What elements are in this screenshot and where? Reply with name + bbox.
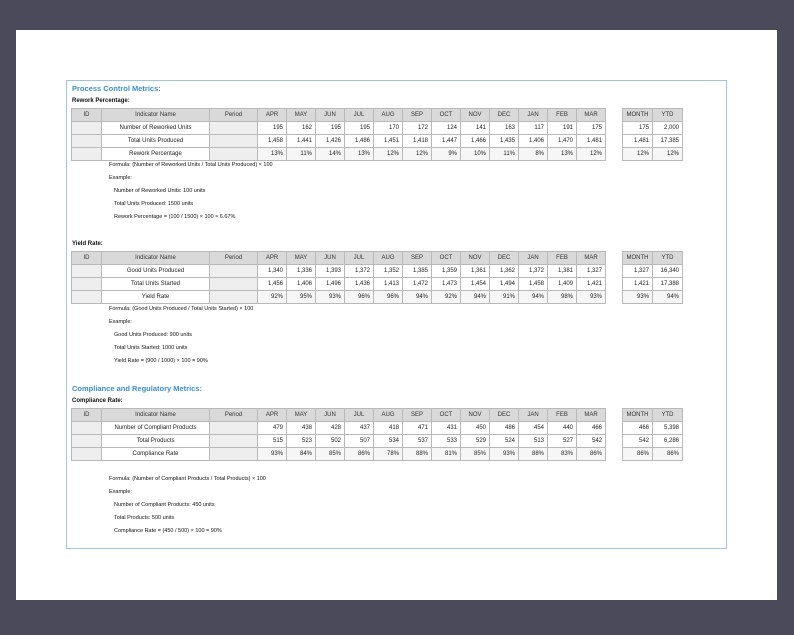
value-cell: 13%: [258, 148, 287, 161]
value-cell: 195: [316, 122, 345, 135]
value-cell: 96%: [374, 291, 403, 304]
value-cell: 1,470: [548, 135, 577, 148]
value-cell: 86%: [577, 448, 606, 461]
rework-summary-table: [622, 108, 683, 161]
value-cell: 534: [374, 435, 403, 448]
period-cell: [210, 422, 258, 435]
period-cell: [210, 135, 258, 148]
value-cell: 175: [577, 122, 606, 135]
indicator-name: Number of Reworked Units: [102, 122, 210, 135]
value-cell: 450: [461, 422, 490, 435]
value-cell: 195: [258, 122, 287, 135]
indicator-name: Total Units Started: [102, 278, 210, 291]
ytd-value: 6,286: [653, 435, 683, 448]
value-cell: 1,340: [258, 265, 287, 278]
value-cell: 466: [577, 422, 606, 435]
value-cell: 523: [287, 435, 316, 448]
value-cell: 533: [432, 435, 461, 448]
month-header-jan: JAN: [519, 252, 548, 265]
yield-summary-table: [622, 251, 683, 304]
period-cell: [210, 122, 258, 135]
month-header-dec: DEC: [490, 409, 519, 422]
id-header: ID: [72, 252, 102, 265]
value-cell: 191: [548, 122, 577, 135]
id-cell: [72, 435, 102, 448]
summary-row: [623, 265, 683, 278]
ytd-value: 86%: [653, 448, 683, 461]
value-cell: 1,466: [461, 135, 490, 148]
month-header-aug: AUG: [374, 409, 403, 422]
ytd-value: 5,398: [653, 422, 683, 435]
month-value: 1,327: [623, 265, 653, 278]
value-cell: 84%: [287, 448, 316, 461]
rework-table: [71, 108, 606, 161]
month-header-may: MAY: [287, 409, 316, 422]
value-cell: 163: [490, 122, 519, 135]
month-header-oct: OCT: [432, 252, 461, 265]
value-cell: 86%: [345, 448, 374, 461]
value-cell: 141: [461, 122, 490, 135]
summary-row: [623, 122, 683, 135]
indicator-name: Total Units Produced: [102, 135, 210, 148]
month-header-oct: OCT: [432, 109, 461, 122]
month-value: 86%: [623, 448, 653, 461]
example-label: Example:: [109, 175, 132, 181]
formula-note: Formula: (Number of Compliant Products / Total Products) × 100: [109, 476, 266, 482]
compliance-heading: Compliance and Regulatory Metrics:: [72, 384, 203, 393]
value-cell: 13%: [548, 148, 577, 161]
value-cell: 428: [316, 422, 345, 435]
value-cell: 486: [490, 422, 519, 435]
summary-row: [623, 278, 683, 291]
value-cell: 1,456: [258, 278, 287, 291]
summary-row: [623, 291, 683, 304]
value-cell: 1,447: [432, 135, 461, 148]
example-line: Total Units Produced: 1500 units: [114, 201, 194, 207]
indicator-name: Number of Compliant Products: [102, 422, 210, 435]
value-cell: 542: [577, 435, 606, 448]
rework-percentage-title: Rework Percentage:: [72, 98, 130, 104]
summary-header-row: [623, 252, 683, 265]
id-cell: [72, 448, 102, 461]
summary-row: [623, 135, 683, 148]
month-header-mar: MAR: [577, 109, 606, 122]
example-label: Example:: [109, 319, 132, 325]
id-cell: [72, 422, 102, 435]
value-cell: 418: [374, 422, 403, 435]
month-header-jun: JUN: [316, 409, 345, 422]
value-cell: 172: [403, 122, 432, 135]
example-line: Yield Rate = (900 / 1000) × 100 = 90%: [114, 358, 208, 364]
id-cell: [72, 122, 102, 135]
month-header-jul: JUL: [345, 109, 374, 122]
value-cell: 1,385: [403, 265, 432, 278]
indicator-name: Yield Rate: [102, 291, 210, 304]
compliance-summary-table: [622, 408, 683, 461]
example-line: Good Units Produced: 900 units: [114, 332, 192, 338]
summary-header-row: [623, 109, 683, 122]
value-cell: 471: [403, 422, 432, 435]
table-row: [72, 278, 606, 291]
table-header-row: [72, 109, 606, 122]
formula-note: Formula: (Number of Reworked Units / Total Units Produced) × 100: [109, 162, 273, 168]
value-cell: 1,406: [287, 278, 316, 291]
value-cell: 1,352: [374, 265, 403, 278]
value-cell: 195: [345, 122, 374, 135]
example-line: Compliance Rate = (450 / 500) × 100 = 90%: [114, 528, 222, 534]
value-cell: 12%: [403, 148, 432, 161]
value-cell: 515: [258, 435, 287, 448]
table-header-row: [72, 252, 606, 265]
value-cell: 94%: [461, 291, 490, 304]
month-header-may: MAY: [287, 252, 316, 265]
value-cell: 93%: [316, 291, 345, 304]
value-cell: 1,361: [461, 265, 490, 278]
value-cell: 1,458: [258, 135, 287, 148]
period-header: Period: [210, 409, 258, 422]
table-header-row: [72, 409, 606, 422]
process-control-heading: Process Control Metrics:: [72, 84, 161, 93]
example-line: Number of Compliant Products: 450 units: [114, 502, 215, 508]
month-value: 466: [623, 422, 653, 435]
compliance-table: [71, 408, 606, 461]
value-cell: 170: [374, 122, 403, 135]
value-cell: 13%: [345, 148, 374, 161]
value-cell: 1,426: [316, 135, 345, 148]
value-cell: 94%: [519, 291, 548, 304]
value-cell: 91%: [490, 291, 519, 304]
month-header-jun: JUN: [316, 252, 345, 265]
value-cell: 1,458: [519, 278, 548, 291]
table-row: [72, 135, 606, 148]
example-line: Total Products: 500 units: [114, 515, 175, 521]
ytd-header: YTD: [653, 252, 683, 265]
value-cell: 81%: [432, 448, 461, 461]
value-cell: 92%: [258, 291, 287, 304]
value-cell: 1,441: [287, 135, 316, 148]
value-cell: 454: [519, 422, 548, 435]
ytd-value: 12%: [653, 148, 683, 161]
value-cell: 1,451: [374, 135, 403, 148]
summary-row: [623, 448, 683, 461]
value-cell: 96%: [345, 291, 374, 304]
value-cell: 513: [519, 435, 548, 448]
id-cell: [72, 148, 102, 161]
value-cell: 11%: [287, 148, 316, 161]
value-cell: 1,372: [519, 265, 548, 278]
value-cell: 1,362: [490, 265, 519, 278]
month-header-feb: FEB: [548, 109, 577, 122]
value-cell: 529: [461, 435, 490, 448]
value-cell: 1,473: [432, 278, 461, 291]
month-value: 1,481: [623, 135, 653, 148]
value-cell: 1,327: [577, 265, 606, 278]
indicator-header: Indicator Name: [102, 252, 210, 265]
id-cell: [72, 291, 102, 304]
month-header-sep: SEP: [403, 252, 432, 265]
value-cell: 1,435: [490, 135, 519, 148]
example-line: Rework Percentage = (100 / 1500) × 100 ≈ 6.67%: [114, 214, 236, 220]
table-row: [72, 265, 606, 278]
example-line: Number of Reworked Units: 100 units: [114, 188, 206, 194]
value-cell: 1,421: [577, 278, 606, 291]
value-cell: 1,436: [345, 278, 374, 291]
id-header: ID: [72, 409, 102, 422]
value-cell: 83%: [548, 448, 577, 461]
value-cell: 1,496: [316, 278, 345, 291]
month-header-sep: SEP: [403, 409, 432, 422]
period-header: Period: [210, 109, 258, 122]
value-cell: 98%: [548, 291, 577, 304]
value-cell: 95%: [287, 291, 316, 304]
ytd-value: 17,385: [653, 135, 683, 148]
value-cell: 438: [287, 422, 316, 435]
value-cell: 9%: [432, 148, 461, 161]
summary-header-row: [623, 409, 683, 422]
yield-rate-title: Yield Rate:: [72, 241, 103, 247]
yield-table: [71, 251, 606, 304]
compliance-rate-title: Compliance Rate:: [72, 398, 123, 404]
value-cell: 527: [548, 435, 577, 448]
summary-row: [623, 422, 683, 435]
value-cell: 1,472: [403, 278, 432, 291]
ytd-value: 17,388: [653, 278, 683, 291]
value-cell: 78%: [374, 448, 403, 461]
table-row: [72, 148, 606, 161]
table-row: [72, 435, 606, 448]
value-cell: 88%: [519, 448, 548, 461]
value-cell: 440: [548, 422, 577, 435]
value-cell: 92%: [432, 291, 461, 304]
id-cell: [72, 135, 102, 148]
ytd-header: YTD: [653, 409, 683, 422]
example-line: Total Units Started: 1000 units: [114, 345, 188, 351]
value-cell: 507: [345, 435, 374, 448]
indicator-name: Compliance Rate: [102, 448, 210, 461]
month-header-sep: SEP: [403, 109, 432, 122]
value-cell: 1,494: [490, 278, 519, 291]
value-cell: 124: [432, 122, 461, 135]
value-cell: 1,381: [548, 265, 577, 278]
value-cell: 10%: [461, 148, 490, 161]
period-cell: [210, 291, 258, 304]
month-header-feb: FEB: [548, 252, 577, 265]
period-cell: [210, 435, 258, 448]
value-cell: 117: [519, 122, 548, 135]
value-cell: 1,413: [374, 278, 403, 291]
month-header-apr: APR: [258, 409, 287, 422]
value-cell: 479: [258, 422, 287, 435]
summary-row: [623, 148, 683, 161]
value-cell: 1,336: [287, 265, 316, 278]
value-cell: 1,393: [316, 265, 345, 278]
month-header-aug: AUG: [374, 252, 403, 265]
value-cell: 11%: [490, 148, 519, 161]
table-row: [72, 448, 606, 461]
value-cell: 93%: [490, 448, 519, 461]
formula-note: Formula: (Good Units Produced / Total Units Started) × 100: [109, 306, 254, 312]
period-header: Period: [210, 252, 258, 265]
value-cell: 12%: [577, 148, 606, 161]
table-row: [72, 422, 606, 435]
month-header-may: MAY: [287, 109, 316, 122]
value-cell: 88%: [403, 448, 432, 461]
month-header-jun: JUN: [316, 109, 345, 122]
indicator-header: Indicator Name: [102, 409, 210, 422]
value-cell: 1,418: [403, 135, 432, 148]
value-cell: 524: [490, 435, 519, 448]
month-header-jan: JAN: [519, 409, 548, 422]
month-header-aug: AUG: [374, 109, 403, 122]
month-header-nov: NOV: [461, 109, 490, 122]
summary-row: [623, 435, 683, 448]
value-cell: 1,359: [432, 265, 461, 278]
value-cell: 93%: [258, 448, 287, 461]
table-row: [72, 291, 606, 304]
ytd-header: YTD: [653, 109, 683, 122]
month-value: 1,421: [623, 278, 653, 291]
indicator-name: Total Products: [102, 435, 210, 448]
value-cell: 94%: [403, 291, 432, 304]
value-cell: 14%: [316, 148, 345, 161]
value-cell: 162: [287, 122, 316, 135]
month-header-jan: JAN: [519, 109, 548, 122]
month-header-jul: JUL: [345, 409, 374, 422]
month-header-nov: NOV: [461, 252, 490, 265]
value-cell: 437: [345, 422, 374, 435]
value-cell: 8%: [519, 148, 548, 161]
value-cell: 502: [316, 435, 345, 448]
period-cell: [210, 448, 258, 461]
value-cell: 93%: [577, 291, 606, 304]
month-total-header: MONTH: [623, 252, 653, 265]
month-value: 175: [623, 122, 653, 135]
month-header-nov: NOV: [461, 409, 490, 422]
month-total-header: MONTH: [623, 409, 653, 422]
value-cell: 85%: [316, 448, 345, 461]
month-header-apr: APR: [258, 252, 287, 265]
month-total-header: MONTH: [623, 109, 653, 122]
value-cell: 1,454: [461, 278, 490, 291]
id-cell: [72, 265, 102, 278]
month-value: 542: [623, 435, 653, 448]
month-value: 93%: [623, 291, 653, 304]
month-header-apr: APR: [258, 109, 287, 122]
month-header-dec: DEC: [490, 252, 519, 265]
example-label: Example:: [109, 489, 132, 495]
indicator-header: Indicator Name: [102, 109, 210, 122]
value-cell: 1,481: [577, 135, 606, 148]
ytd-value: 2,000: [653, 122, 683, 135]
value-cell: 1,409: [548, 278, 577, 291]
period-cell: [210, 265, 258, 278]
table-row: [72, 122, 606, 135]
month-header-mar: MAR: [577, 252, 606, 265]
month-header-dec: DEC: [490, 109, 519, 122]
indicator-name: Rework Percentage: [102, 148, 210, 161]
month-header-oct: OCT: [432, 409, 461, 422]
month-header-feb: FEB: [548, 409, 577, 422]
value-cell: 537: [403, 435, 432, 448]
ytd-value: 94%: [653, 291, 683, 304]
value-cell: 431: [432, 422, 461, 435]
month-header-mar: MAR: [577, 409, 606, 422]
value-cell: 85%: [461, 448, 490, 461]
id-header: ID: [72, 109, 102, 122]
month-value: 12%: [623, 148, 653, 161]
indicator-name: Good Units Produced: [102, 265, 210, 278]
value-cell: 12%: [374, 148, 403, 161]
ytd-value: 16,340: [653, 265, 683, 278]
period-cell: [210, 278, 258, 291]
period-cell: [210, 148, 258, 161]
value-cell: 1,372: [345, 265, 374, 278]
value-cell: 1,486: [345, 135, 374, 148]
month-header-jul: JUL: [345, 252, 374, 265]
value-cell: 1,406: [519, 135, 548, 148]
id-cell: [72, 278, 102, 291]
